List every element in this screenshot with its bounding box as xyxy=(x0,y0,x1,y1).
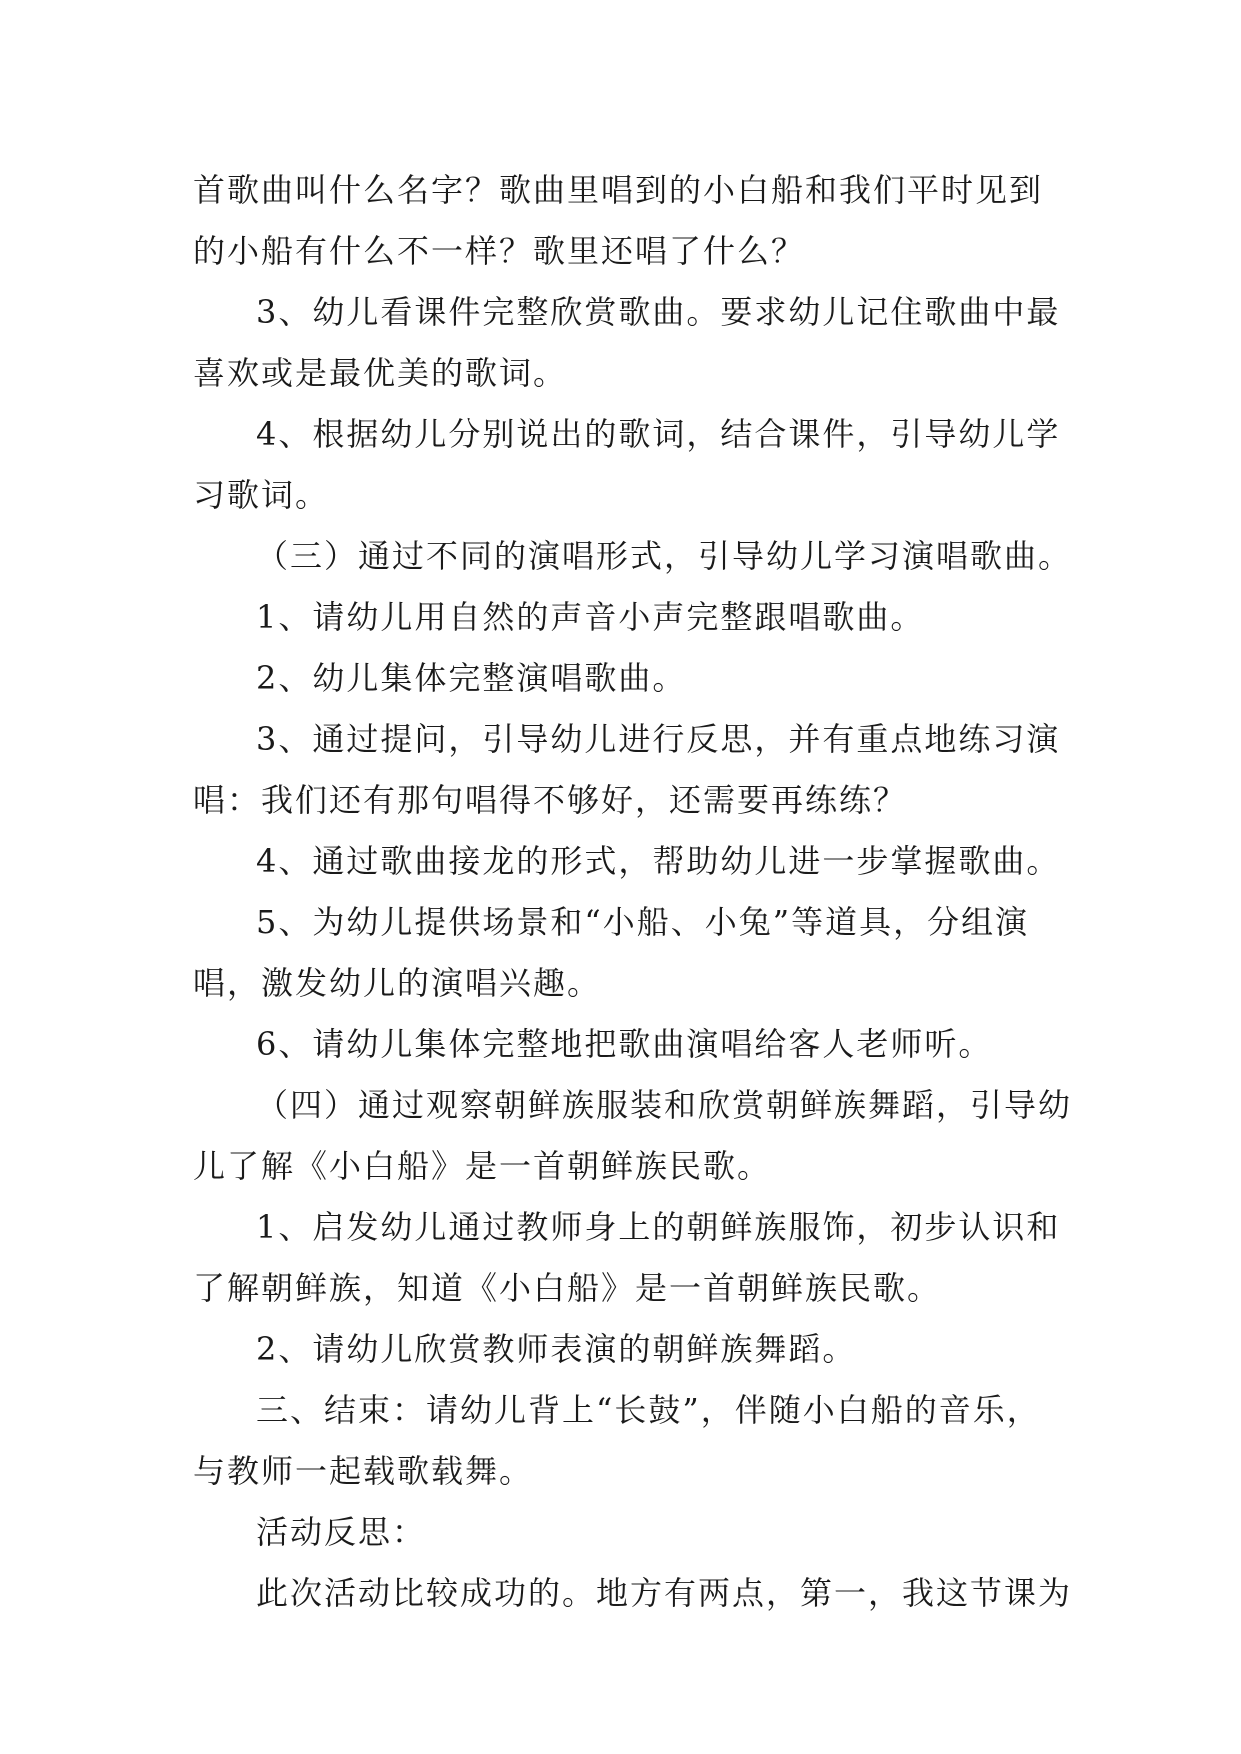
text-line: 的小船有什么不一样？歌里还唱了什么？ xyxy=(193,232,806,270)
section-heading: 活动反思： xyxy=(256,1513,427,1551)
text-line: 喜欢或是最优美的歌词。 xyxy=(193,354,568,392)
text-line: 4、根据幼儿分别说出的歌词，结合课件，引导幼儿学 xyxy=(256,415,1061,453)
text-line: 此次活动比较成功的。地方有两点，第一，我这节课为 xyxy=(256,1574,1073,1612)
text-line: 6、请幼儿集体完整地把歌曲演唱给客人老师听。 xyxy=(256,1025,993,1063)
section-heading: （三）通过不同的演唱形式，引导幼儿学习演唱歌曲。 xyxy=(256,537,1073,575)
text-line: 首歌曲叫什么名字？歌曲里唱到的小白船和我们平时见到 xyxy=(193,171,1044,209)
text-line: 2、幼儿集体完整演唱歌曲。 xyxy=(256,659,687,697)
text-line: 唱：我们还有那句唱得不够好，还需要再练练？ xyxy=(193,781,908,819)
text-line: 2、请幼儿欣赏教师表演的朝鲜族舞蹈。 xyxy=(256,1330,857,1368)
text-line: 3、通过提问，引导幼儿进行反思，并有重点地练习演 xyxy=(256,720,1061,758)
text-line: 1、请幼儿用自然的声音小声完整跟唱歌曲。 xyxy=(256,598,925,636)
text-line: 1、启发幼儿通过教师身上的朝鲜族服饰，初步认识和 xyxy=(256,1208,1061,1246)
text-line: 了解朝鲜族，知道《小白船》是一首朝鲜族民歌。 xyxy=(193,1269,942,1307)
section-heading: 三、结束：请幼儿背上“长鼓”，伴随小白船的音乐， xyxy=(256,1391,1041,1429)
body-text xyxy=(193,160,1073,1624)
text-line: 与教师一起载歌载舞。 xyxy=(193,1452,534,1490)
text-line: 唱，激发幼儿的演唱兴趣。 xyxy=(193,964,602,1002)
text-line: 5、为幼儿提供场景和“小船、小兔”等道具，分组演 xyxy=(256,903,1030,941)
text-line: 3、幼儿看课件完整欣赏歌曲。要求幼儿记住歌曲中最 xyxy=(256,293,1061,331)
section-heading: （四）通过观察朝鲜族服装和欣赏朝鲜族舞蹈，引导幼 xyxy=(256,1086,1073,1124)
text-line: 儿了解《小白船》是一首朝鲜族民歌。 xyxy=(193,1147,772,1185)
text-line: 习歌词。 xyxy=(193,476,330,514)
text-line: 4、通过歌曲接龙的形式，帮助幼儿进一步掌握歌曲。 xyxy=(256,842,1061,880)
